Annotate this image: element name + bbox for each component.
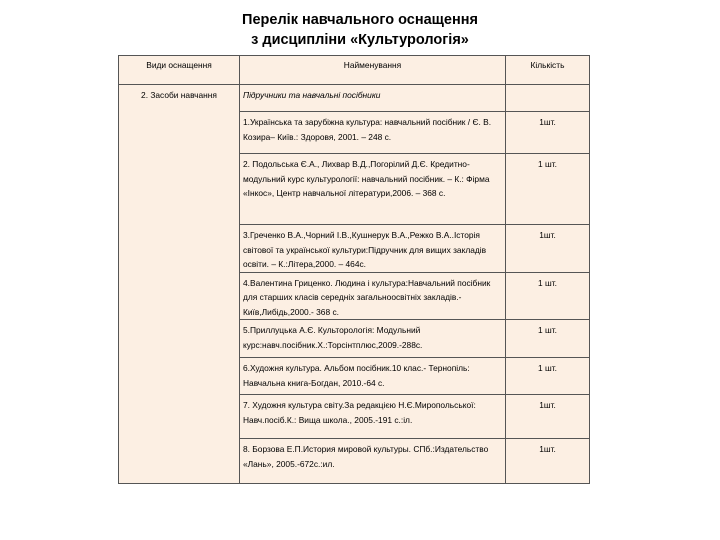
item-name: 6.Художня культура. Альбом посібник.10 клас.- Тернопіль: Навчальна книга-Богдан, 2010.-64 с.	[240, 358, 506, 395]
item-qty: 1 шт.	[506, 358, 590, 395]
table-row	[119, 85, 590, 112]
item-name: 3.Греченко В.А.,Чорний І.В.,Кушнерук В.А.,Режко В.А..Історія світової та української культури:Підручник для вищих закладів освіти. – К.:Літера,2000. – 464с.	[240, 225, 506, 273]
item-qty: 1шт.	[506, 112, 590, 154]
empty-qty-cell	[506, 85, 590, 112]
item-qty: 1 шт.	[506, 272, 590, 320]
header-quantity: Кількість	[506, 56, 590, 85]
header-name: Найменування	[240, 56, 506, 85]
item-qty: 1 шт.	[506, 154, 590, 225]
item-name: 5.Приллуцька А.Є. Культорологія: Модульний курс:навч.посібник.Х.:Торсінтплюс,2009.-288с.	[240, 320, 506, 358]
item-qty: 1шт.	[506, 395, 590, 439]
header-equipment-type: Види оснащення	[119, 56, 240, 85]
item-name: 4.Валентина Гриценко. Людина і культура:Навчальний посібник для старших класів середніх загальноосвітніх закладів.- Київ,Либідь,2000.- 368 с.	[240, 272, 506, 320]
item-qty: 1 шт.	[506, 320, 590, 358]
title-line-2: з дисципліни «Культурологія»	[251, 32, 469, 48]
item-name: 8. Борзова Е.П.История мировой культуры. СПб.:Издательство «Лань», 2005.-672с.:ил.	[240, 439, 506, 484]
item-name: 1.Українська та зарубіжна культура: навчальний посібник / Є. В. Козира– Київ.: Здоровя, 2001. – 248 с.	[240, 112, 506, 154]
page-title	[0, 10, 720, 50]
subheading-cell: Підручники та навчальні посібники	[240, 85, 506, 112]
item-qty: 1шт.	[506, 225, 590, 273]
item-name: 7. Художня культура світу.За редакцією Н.Є.Миропольської: Навч.посіб.К.: Вища школа., 2005.-191 с.:іл.	[240, 395, 506, 439]
item-qty: 1шт.	[506, 439, 590, 484]
item-name: 2. Подольська Є.А., Лихвар В.Д.,Погорілий Д.Є. Кредитно-модульний курс культурології: навчальний посібник. – К.: Фірма «Інкос», Центр навчальної літератури,2006. – 368 с.	[240, 154, 506, 225]
equipment-type-cell: 2. Засоби навчання	[119, 85, 240, 484]
equipment-table	[118, 55, 590, 484]
title-line-1: Перелік навчального оснащення	[242, 12, 478, 28]
table-header-row	[119, 56, 590, 85]
